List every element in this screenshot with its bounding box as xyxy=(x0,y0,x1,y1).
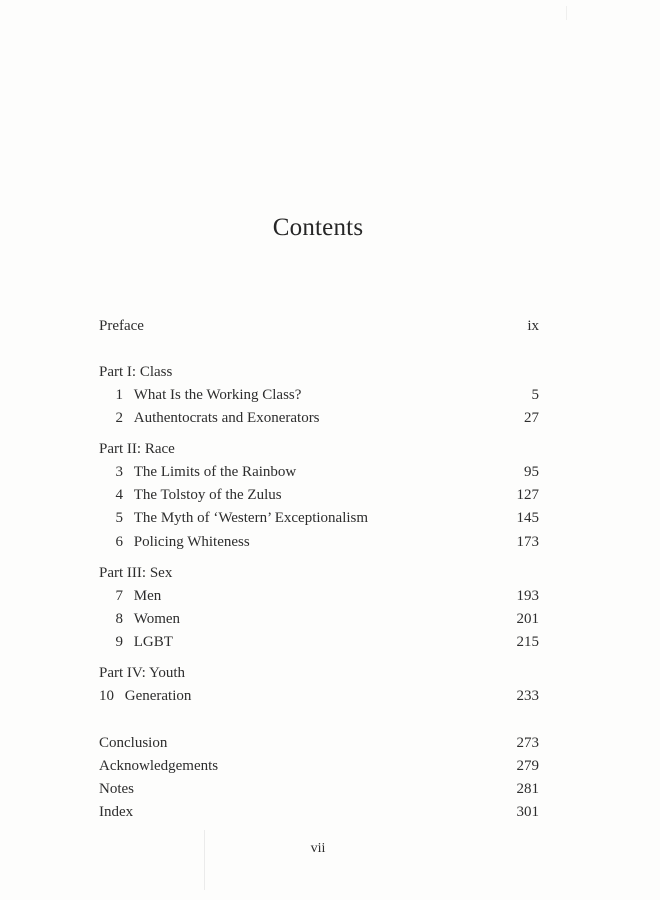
chapter-number: 6 xyxy=(115,534,123,550)
toc-entry-chapter-5 xyxy=(99,507,539,529)
page-folio: vii xyxy=(310,841,326,856)
toc-entry-preface xyxy=(99,315,539,337)
toc-part-heading-3 xyxy=(99,562,539,584)
page-title: Contents xyxy=(272,214,364,241)
toc-label: Authentocrats and Exonerators xyxy=(133,410,320,426)
toc-label: The Myth of ‘Western’ Exceptionalism xyxy=(133,510,369,526)
toc-label: Policing Whiteness xyxy=(133,534,250,550)
toc-part-heading-2 xyxy=(99,438,539,460)
toc-label: Preface xyxy=(99,318,144,334)
toc-label: LGBT xyxy=(133,634,173,650)
toc-page-number: 301 xyxy=(516,804,539,820)
toc-entry-index xyxy=(99,801,539,823)
toc-entry-chapter-2 xyxy=(99,407,539,429)
toc-label: Generation xyxy=(124,688,192,704)
toc-entry-chapter-3 xyxy=(99,461,539,483)
toc-label: Conclusion xyxy=(99,735,168,751)
toc-page-number: 281 xyxy=(516,781,539,797)
toc-entry-chapter-9 xyxy=(99,631,539,653)
chapter-number: 10 xyxy=(99,688,114,704)
chapter-number: 7 xyxy=(115,588,123,604)
toc-label: Index xyxy=(99,804,134,820)
toc-entry-chapter-10 xyxy=(99,685,539,707)
chapter-number: 9 xyxy=(115,634,123,650)
toc-page-number: 95 xyxy=(524,464,539,480)
chapter-number: 1 xyxy=(115,387,123,403)
toc-label: Part IV: Youth xyxy=(99,665,185,681)
scan-mark xyxy=(204,830,205,890)
chapter-number: 2 xyxy=(115,410,123,426)
toc-page-number: 273 xyxy=(516,735,539,751)
toc-page-number: 145 xyxy=(516,510,539,526)
toc-page-number: 27 xyxy=(524,410,539,426)
toc-entry-conclusion xyxy=(99,732,539,754)
toc-label: What Is the Working Class? xyxy=(133,387,302,403)
toc-page-number: ix xyxy=(527,318,539,334)
toc-entry-chapter-7 xyxy=(99,585,539,607)
toc-label: Part II: Race xyxy=(99,441,175,457)
toc-label: Women xyxy=(133,611,181,627)
toc-page-number: 233 xyxy=(516,688,539,704)
toc-entry-chapter-6 xyxy=(99,531,539,553)
toc-page-number: 279 xyxy=(516,758,539,774)
chapter-number: 4 xyxy=(115,487,123,503)
toc-entry-chapter-1 xyxy=(99,384,539,406)
toc-page-number: 173 xyxy=(516,534,539,550)
toc-page-number: 127 xyxy=(516,487,539,503)
toc-entry-chapter-8 xyxy=(99,608,539,630)
toc-label: Men xyxy=(133,588,162,604)
toc-entry-notes xyxy=(99,778,539,800)
toc-label: Part I: Class xyxy=(99,364,173,380)
chapter-number: 8 xyxy=(115,611,123,627)
toc-part-heading-1 xyxy=(99,361,539,383)
scan-mark xyxy=(566,6,567,20)
toc-page-number: 201 xyxy=(516,611,539,627)
chapter-number: 3 xyxy=(115,464,123,480)
toc-page-number: 215 xyxy=(516,634,539,650)
toc-label: Part III: Sex xyxy=(99,565,173,581)
toc-part-heading-4 xyxy=(99,662,539,684)
toc-label: The Tolstoy of the Zulus xyxy=(133,487,282,503)
chapter-number: 5 xyxy=(115,510,123,526)
toc-label: Notes xyxy=(99,781,134,797)
toc-label: The Limits of the Rainbow xyxy=(133,464,297,480)
toc-page-number: 5 xyxy=(531,387,539,403)
toc-entry-chapter-4 xyxy=(99,484,539,506)
toc-page-number: 193 xyxy=(516,588,539,604)
toc-entry-acknowledgements xyxy=(99,755,539,777)
toc-label: Acknowledgements xyxy=(99,758,219,774)
